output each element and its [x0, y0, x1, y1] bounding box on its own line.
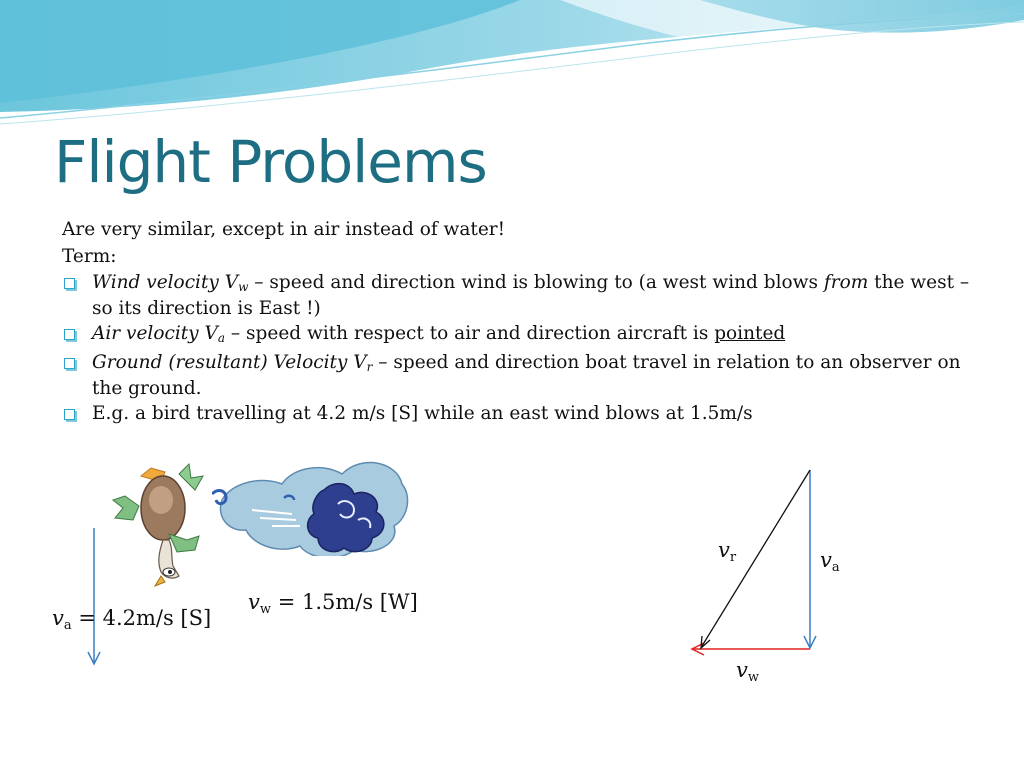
bullet-wind-velocity: [62, 272, 982, 320]
slide-body: [62, 218, 982, 428]
bullet-text: the west – so its direction is East !): [92, 272, 970, 319]
term-air-velocity: Air velocity V: [92, 323, 218, 344]
vw-triangle-label: [736, 658, 759, 685]
va-value: = 4.2m/s [S]: [71, 606, 212, 630]
vw-tri-subscript: w: [747, 670, 760, 685]
vr-subscript: r: [729, 550, 737, 565]
va-tri-symbol: v: [820, 548, 832, 572]
bullet-example: [62, 403, 982, 425]
bullet-text: – speed and direction boat travel in relation to an observer on the ground.: [92, 352, 961, 399]
bullet-square-icon: [64, 329, 75, 340]
bullet-air-velocity: [62, 323, 982, 349]
bullet-square-icon: [64, 358, 75, 369]
term-ground-velocity: Ground (resultant) Velocity V: [92, 352, 367, 373]
va-symbol: v: [52, 606, 64, 630]
bullet-text: – speed and direction wind is blowing to (a west wind blows: [248, 272, 824, 293]
bullet-underlined: pointed: [714, 323, 786, 344]
vector-triangle: [680, 460, 830, 660]
term-subscript: r: [366, 360, 373, 374]
bullet-list: [62, 272, 982, 425]
vw-value: = 1.5m/s [W]: [271, 590, 418, 614]
vw-label: [248, 590, 418, 617]
slide-title: Flight Problems: [54, 128, 487, 196]
bird-illustration: [105, 458, 215, 598]
va-triangle-label: [820, 548, 840, 575]
bullet-square-icon: [64, 409, 75, 420]
va-arrow: [84, 526, 104, 668]
va-tri-subscript: a: [831, 560, 840, 575]
bullet-ground-velocity: [62, 352, 982, 400]
term-wind-velocity: Wind velocity V: [92, 272, 239, 293]
term-subscript: w: [238, 280, 249, 294]
wind-cloud-illustration: [212, 460, 412, 556]
bullet-square-icon: [64, 278, 75, 289]
va-label: [52, 606, 211, 633]
bullet-emphasis: from: [823, 272, 869, 293]
intro-text: Are very similar, except in air instead of water!: [62, 219, 506, 240]
vr-symbol: v: [718, 538, 730, 562]
vr-triangle-label: [718, 538, 736, 565]
term-label: Term:: [62, 246, 117, 267]
vw-tri-symbol: v: [736, 658, 748, 682]
va-subscript: a: [63, 618, 72, 633]
bullet-text: E.g. a bird travelling at 4.2 m/s [S] while an east wind blows at 1.5m/s: [92, 403, 753, 424]
vw-subscript: w: [259, 602, 272, 617]
term-subscript: a: [217, 331, 226, 345]
bullet-text: – speed with respect to air and direction aircraft is: [225, 323, 715, 344]
vw-symbol: v: [248, 590, 260, 614]
